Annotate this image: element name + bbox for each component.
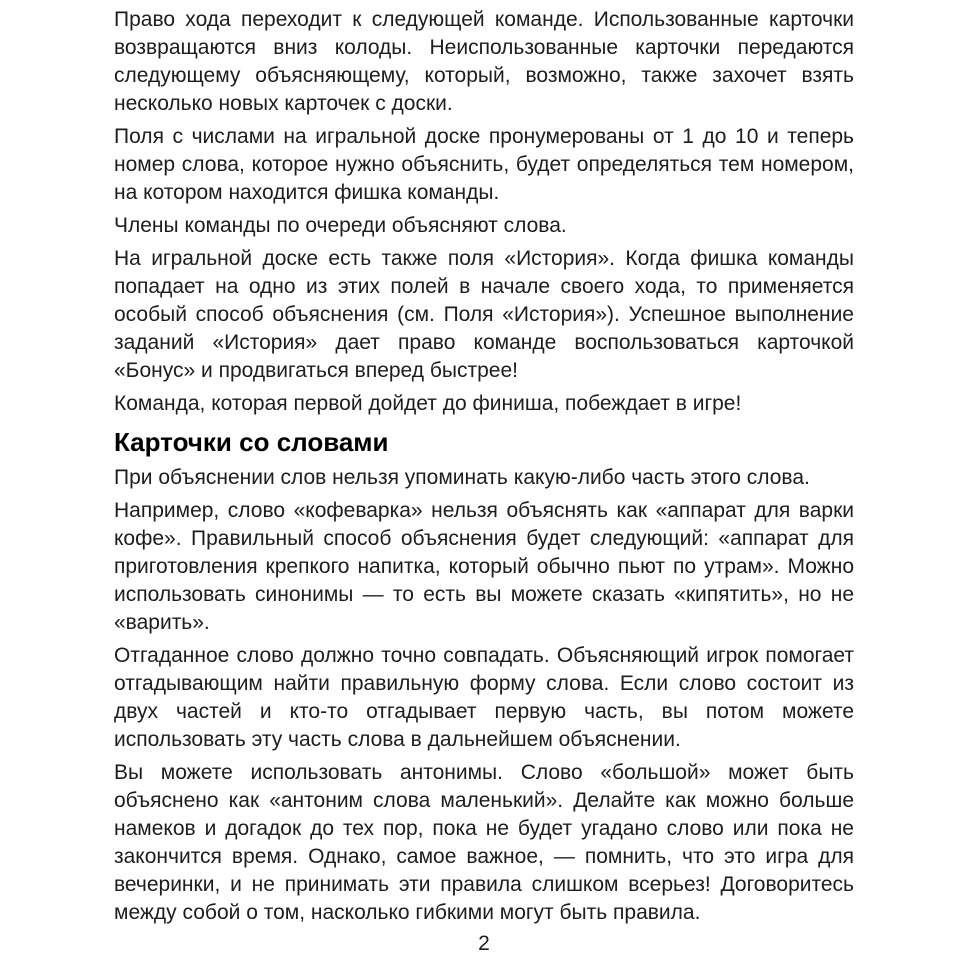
paragraph-winning: Команда, которая первой дойдет до финиша, побеждает в игре! bbox=[114, 392, 742, 415]
section-heading-word-cards: Карточки со словами bbox=[114, 427, 389, 457]
paragraph-history-fields: На игральной доске есть также поля «История». Когда фишка команды попадает на одно из этих полей в начале своего хода, то применяется особый способ объяснения (см. Поля «История»). Успешное выполнение заданий «История» дает право команде воспользоваться карточкой «Бонус» и продвигаться вперед быстрее! bbox=[114, 247, 854, 382]
paragraph-coffee-maker-example: Например, слово «кофеварка» нельзя объяснять как «аппарат для варки кофе». Правильный способ объяснения будет следующий: «аппарат для приготовления крепкого напитка, который обычно пьют по утрам». Можно использовать синонимы — то есть вы можете сказать «кипятить», но не «варить». bbox=[114, 499, 854, 634]
paragraph-team-members: Члены команды по очереди объясняют слова. bbox=[114, 214, 567, 237]
page-number: 2 bbox=[478, 932, 490, 955]
text-block bbox=[114, 6, 854, 932]
paragraph-numbered-fields: Поля с числами на игральной доске пронумерованы от 1 до 10 и теперь номер слова, которое нужно объяснить, будет определяться тем номером, на котором находится фишка команды. bbox=[114, 125, 854, 204]
paragraph-antonyms-party-game: Вы можете использовать антонимы. Слово «большой» может быть объяснено как «антоним слова маленький». Делайте как можно больше намеков и догадок до тех пор, пока не будет угадано слово или пока не закончится время. Однако, самое важное, — помнить, что это игра для вечеринки, и не принимать эти правила слишком всерьез! Договоритесь между собой о том, насколько гибкими могут быть правила. bbox=[114, 761, 854, 924]
paragraph-no-word-parts: При объяснении слов нельзя упоминать какую-либо часть этого слова. bbox=[114, 466, 810, 489]
paragraph-exact-match: Отгаданное слово должно точно совпадать. Объясняющий игрок помогает отгадывающим найти правильную форму слова. Если слово состоит из двух частей и кто-то отгадывает первую часть, вы потом можете использовать эту часть слова в дальнейшем объяснении. bbox=[114, 644, 854, 751]
paragraph-turn-passing: Право хода переходит к следующей команде. Использованные карточки возвращаются вниз колоды. Неиспользованные карточки передаются следующему объясняющему, который, возможно, также захочет взять несколько новых карточек с доски. bbox=[114, 8, 854, 115]
